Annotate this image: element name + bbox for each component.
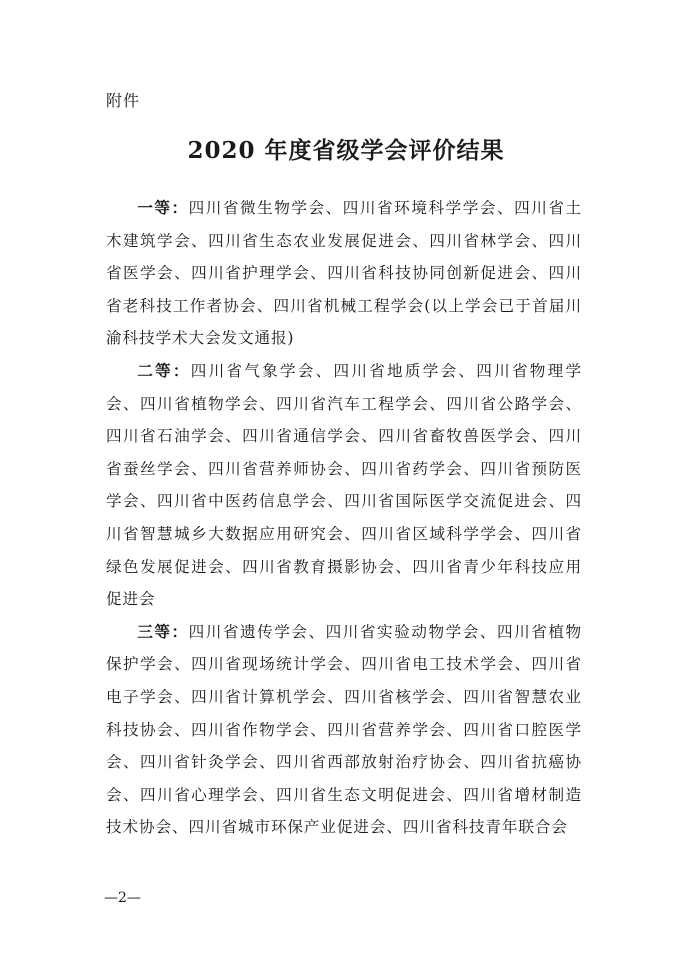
attachment-label: 附件: [106, 91, 141, 110]
paragraph-first-class: [106, 192, 582, 355]
paragraph-text-second-class: 四川省气象学会、四川省地质学会、四川省物理学会、四川省植物学会、四川省汽车工程学会、四川省公路学会、四川省石油学会、四川省通信学会、四川省畜牧兽医学会、四川省蚕丝学会、四川省营养师协会、四川省药学会、四川省预防医学会、四川省中医药信息学会、四川省国际医学交流促进会、四川省智慧城乡大数据应用研究会、四川省区域科学学会、四川省绿色发展促进会、四川省教育摄影协会、四川省青少年科技应用促进会: [106, 361, 582, 609]
paragraph-text-first-class: 四川省微生物学会、四川省环境科学学会、四川省土木建筑学会、四川省生态农业发展促进会、四川省林学会、四川省医学会、四川省护理学会、四川省科技协同创新促进会、四川省老科技工作者协会、四川省机械工程学会(以上学会已于首届川渝科技学术大会发文通报): [106, 199, 583, 348]
document-title: 2020 年度省级学会评价结果: [187, 137, 505, 164]
tier-label-first-class: 一等：: [137, 199, 189, 217]
document-body: [106, 192, 582, 844]
tier-label-second-class: 二等：: [137, 361, 191, 380]
paragraph-text-third-class: 四川省遗传学会、四川省实验动物学会、四川省植物保护学会、四川省现场统计学会、四川省电工技术学会、四川省电子学会、四川省计算机学会、四川省核学会、四川省智慧农业科技协会、四川省作物学会、四川省营养学会、四川省口腔医学会、四川省针灸学会、四川省西部放射治疗协会、四川省抗癌协会、四川省心理学会、四川省生态文明促进会、四川省增材制造技术协会、四川省城市环保产业促进会、四川省科技青年联合会: [106, 622, 583, 837]
paragraph-second-class: [106, 355, 582, 616]
page-number: —2—: [104, 890, 141, 906]
paragraph-third-class: [106, 616, 582, 844]
tier-label-third-class: 三等：: [137, 622, 189, 641]
